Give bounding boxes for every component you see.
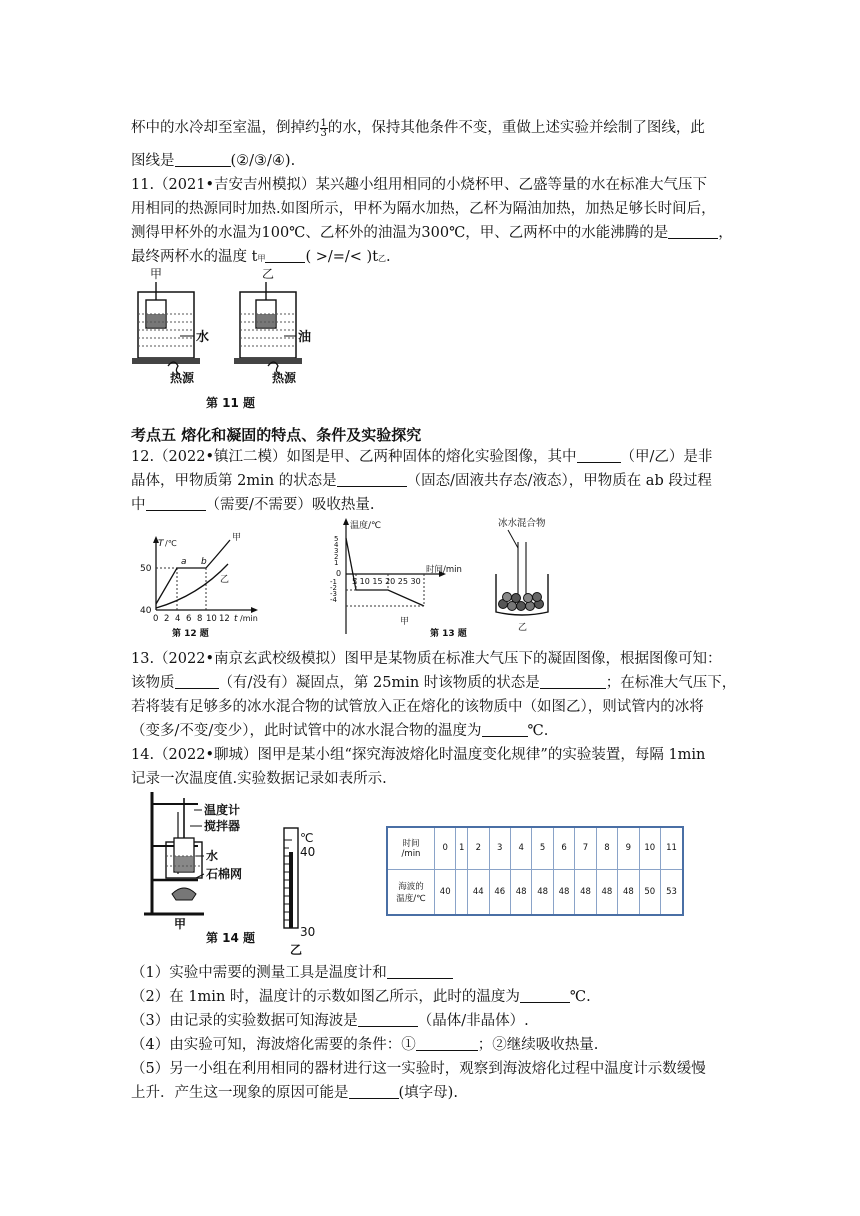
- figure-11: [128, 262, 328, 412]
- answer-blank[interactable]: [265, 247, 305, 263]
- answer-blank[interactable]: [520, 987, 570, 1003]
- question-13-line-4: （变多/不变/变少），此时试管中的冰水混合物的温度为 ℃.: [131, 723, 549, 739]
- fig11-heat-label: 热源: [170, 371, 195, 385]
- sub-question-5-line-2: 上升．产生这一现象的原因可能是 (填字母).: [131, 1085, 458, 1101]
- sub-question-3: （3）由记录的实验数据可知海波是 （晶体/非晶体）.: [131, 1013, 529, 1029]
- question-12-line-2: 晶体，甲物质第 2min 的状态是 （固态/固液共存态/液态），甲物质在 ab 段过程: [131, 473, 712, 489]
- question-11-line-3: 测得甲杯外的水温为100℃、乙杯外的油温为300℃，甲、乙两杯中的水能沸腾的是 ，: [131, 225, 733, 241]
- question-12-line-1: 12.（2022•镇江二模）如图是甲、乙两种固体的熔化实验图像，其中 （甲/乙）是非: [131, 449, 713, 465]
- fig12-ylabel-unit: /℃: [165, 539, 177, 548]
- table-row: [387, 827, 683, 869]
- fig13-ytick: 4: [334, 541, 339, 549]
- fig13-xticks: 5 10 15 20 25 30: [352, 577, 421, 586]
- sub-question-5-line-1: （5）另一小组在利用相同的器材进行这一实验时，观察到海波熔化过程中温度计示数缓慢: [131, 1061, 706, 1077]
- fig13-caption: 第 13 题: [430, 629, 467, 639]
- fig12-xtick: 0: [153, 614, 159, 624]
- answer-blank[interactable]: [540, 673, 606, 689]
- fig12-series-jia: 甲: [232, 533, 242, 543]
- figure-13: [322, 514, 492, 644]
- question-12-line-3: 中 （需要/不需要）吸收热量.: [131, 497, 375, 513]
- fig12-ytick: 40: [140, 606, 152, 616]
- fig13-ytick: 3: [334, 547, 339, 555]
- answer-blank[interactable]: [337, 471, 407, 487]
- fig12-xtick: 4: [175, 614, 181, 624]
- table-header-cell: 海波的 温度/℃: [387, 869, 435, 915]
- fig13-ytick: -2: [330, 584, 337, 592]
- fig14-stirrer-label: 搅拌器: [204, 819, 241, 833]
- question-13-line-3: 若将装有足够多的冰水混合物的试管放入正在熔化的该物质中（如图乙），则试管内的冰将: [131, 699, 704, 715]
- sub-question-4: （4）由实验可知，海波熔化需要的条件：① ；②继续吸收热量.: [131, 1037, 599, 1053]
- text-line: [131, 115, 731, 141]
- fig12-caption: 第 12 题: [172, 629, 209, 639]
- table-cell: 48: [618, 869, 639, 915]
- fig11-water-label: 水: [196, 330, 210, 345]
- fig12-xlabel: t: [234, 614, 238, 624]
- fig13-mixture-label: 冰水混合物: [498, 518, 546, 529]
- question-11-line-1: 11.（2021•吉安吉州模拟）某兴趣小组用相同的小烧杯甲、乙盛等量的水在标准大气压下: [131, 177, 708, 193]
- fig13-ytick: 2: [334, 553, 339, 561]
- fig14-caption: 第 14 题: [206, 931, 256, 945]
- fig14-thermometer-label: 温度计: [204, 803, 241, 817]
- fig11-caption: 第 11 题: [206, 396, 256, 410]
- fig14-tick-40: 40: [300, 845, 316, 859]
- text-line: 图线是 (②/③/④).: [131, 153, 296, 169]
- answer-blank[interactable]: [175, 673, 219, 689]
- fig13-ytick: -3: [330, 590, 337, 598]
- fig14-unit: ℃: [300, 831, 314, 845]
- question-13-line-2: 该物质 （有/没有）凝固点，第 25min 时该物质的状态是 ；在标准大气压下，: [131, 675, 737, 691]
- table-cell: 50: [639, 869, 660, 915]
- table-cell: 10: [639, 827, 660, 869]
- fig12-xtick: 2: [164, 614, 170, 624]
- answer-blank[interactable]: [416, 1035, 478, 1051]
- fig12-ylabel: T: [158, 539, 164, 549]
- answer-blank[interactable]: [668, 223, 718, 239]
- fig13-ytick: 5: [334, 535, 339, 543]
- fig12-xtick: 10: [206, 614, 217, 624]
- sub-question-2: （2）在 1min 时，温度计的示数如图乙所示，此时的温度为 ℃.: [131, 989, 591, 1005]
- table-cell: 11: [661, 827, 683, 869]
- fig12-series-yi: 乙: [220, 575, 230, 585]
- section-heading: 考点五 熔化和凝固的特点、条件及实验探究: [131, 426, 422, 444]
- table-cell: 9: [618, 827, 639, 869]
- question-14-line-2: 记录一次温度值.实验数据记录如表所示.: [131, 771, 387, 787]
- fig11-oil-label: 油: [298, 330, 312, 345]
- answer-blank[interactable]: [358, 1011, 418, 1027]
- fig14-gauze-label: 石棉网: [206, 867, 243, 881]
- table-row: [387, 869, 683, 915]
- figure-13-beaker: [484, 512, 564, 632]
- table-header-cell: 时间 /min: [387, 827, 435, 869]
- table-cell: 40: [435, 869, 456, 915]
- fraction: $\frac{1}{3}$: [320, 117, 327, 139]
- table-cell: 3: [489, 827, 510, 869]
- fig12-point-a: a: [181, 557, 187, 567]
- fig13-xlabel: 时间/min: [426, 565, 462, 575]
- fig11-right-label: 乙: [262, 267, 275, 281]
- table-cell: 46: [489, 869, 510, 915]
- text: 的水，保持其他条件不变，重做上述实验并绘制了图线，此: [327, 120, 705, 136]
- text: 杯中的水冷却至室温，倒掉约: [131, 120, 320, 136]
- answer-blank[interactable]: [146, 495, 206, 511]
- fig14-tick-30: 30: [300, 925, 316, 939]
- table-cell: 7: [575, 827, 596, 869]
- figure-12: [138, 526, 268, 646]
- fig12-xtick: 12: [219, 614, 230, 624]
- table-cell: 2: [468, 827, 489, 869]
- fig13-ytick: -4: [330, 596, 337, 604]
- table-cell: 6: [553, 827, 574, 869]
- fig12-point-b: b: [201, 557, 207, 567]
- answer-blank[interactable]: [577, 447, 621, 463]
- table-cell: 48: [510, 869, 531, 915]
- question-14-line-1: 14.（2022•聊城）图甲是某小组“探究海波熔化时温度变化规律”的实验装置，每隔 1min: [131, 747, 706, 763]
- fig13-ytick: 1: [334, 559, 339, 567]
- fig13-ytick: 0: [336, 569, 342, 578]
- table-cell: 4: [510, 827, 531, 869]
- fig14-label-yi: 乙: [290, 943, 303, 957]
- table-cell: 8: [596, 827, 617, 869]
- table-cell: 1: [456, 827, 468, 869]
- answer-blank[interactable]: [349, 1083, 399, 1099]
- fig13-label-yi: 乙: [518, 623, 528, 633]
- sub-question-1: （1）实验中需要的测量工具是温度计和: [131, 960, 731, 986]
- data-table: [386, 826, 684, 916]
- answer-blank[interactable]: [482, 721, 528, 737]
- figure-14: [140, 790, 340, 955]
- answer-blank[interactable]: [387, 963, 453, 979]
- fig12-ytick: 50: [140, 564, 152, 574]
- fig11-left-label: 甲: [150, 267, 163, 281]
- table-cell: 48: [553, 869, 574, 915]
- fig11-heat-label-2: 热源: [272, 371, 297, 385]
- fig13-label-jia: 甲: [400, 617, 410, 627]
- table-cell: 0: [435, 827, 456, 869]
- answer-blank[interactable]: [175, 151, 231, 167]
- fig12-xtick: 6: [186, 614, 192, 624]
- table-cell: 48: [596, 869, 617, 915]
- fig13-ytick: -1: [330, 578, 337, 586]
- table-cell: 48: [575, 869, 596, 915]
- table-cell: 44: [468, 869, 489, 915]
- fig12-xtick: 8: [197, 614, 203, 624]
- table-cell: 53: [661, 869, 683, 915]
- table-cell: 5: [532, 827, 553, 869]
- fig12-xlabel-unit: /min: [240, 614, 258, 623]
- fig14-water-label: 水: [206, 849, 219, 863]
- table-cell: [456, 869, 468, 915]
- fig13-ylabel: 温度/℃: [350, 521, 382, 531]
- table-cell: 48: [532, 869, 553, 915]
- question-13-line-1: 13.（2022•南京玄武校级模拟）图甲是某物质在标准大气压下的凝固图像，根据图像可知：: [131, 651, 722, 667]
- question-11-line-2: 用相同的热源同时加热.如图所示，甲杯为隔水加热，乙杯为隔油加热，加热足够长时间后，: [131, 201, 716, 217]
- question-11-line-4: 最终两杯水的温度 t甲 ( >/=/< )t乙.: [131, 249, 391, 265]
- fig14-label-jia: 甲: [174, 917, 187, 931]
